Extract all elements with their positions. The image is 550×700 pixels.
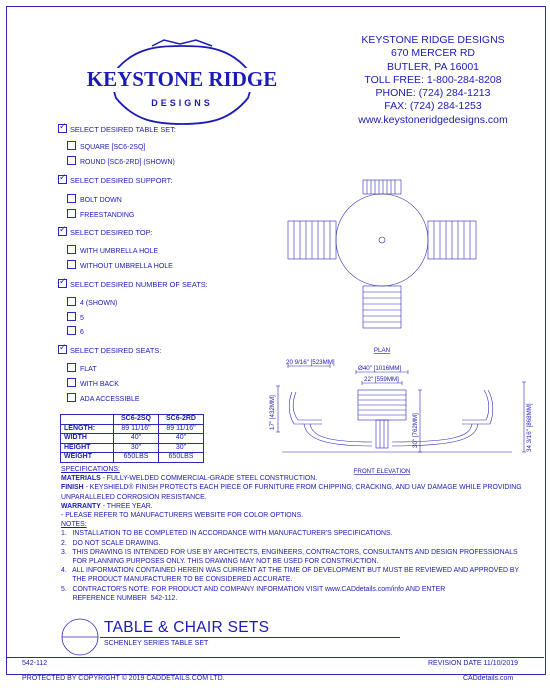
select-seats-heading[interactable]: ✓SELECT DESIRED SEATS:	[58, 345, 161, 355]
table-cell: 650LBS	[159, 453, 204, 463]
option-5-seats[interactable]: 5	[67, 312, 84, 322]
materials-line: MATERIALS - FULLY-WELDED COMMERCIAL-GRADE STEEL CONSTRUCTION.	[61, 475, 318, 483]
option-ada[interactable]: ADA ACCESSIBLE	[67, 393, 140, 403]
elevation-label: FRONT ELEVATION	[353, 468, 411, 475]
revision-date: REVISION DATE 11/10/2019	[428, 660, 519, 667]
option-with-umbrella[interactable]: WITH UMBRELLA HOLE	[67, 245, 158, 255]
dim-back-height: 34 3/16" [868MM]	[526, 403, 533, 452]
company-website[interactable]: www.keystoneridgedesigns.com	[358, 113, 508, 126]
table-header-cell: SC6-2RD	[159, 415, 204, 425]
note-4a: 4. ALL INFORMATION CONTAINED HEREIN WAS CURRENT AT THE TIME OF DEVELOPMENT BUT MUST BE REVIEWED AND APPROVED BY	[61, 567, 520, 575]
caddetails-link[interactable]: CADdetails.com	[463, 675, 514, 682]
checked-box-icon	[58, 227, 67, 236]
option-round[interactable]: ROUND [SC6-2RD] (SHOWN)	[67, 156, 175, 166]
checkbox-icon[interactable]	[67, 141, 76, 150]
checkbox-icon[interactable]	[67, 363, 76, 372]
table-row	[61, 424, 204, 434]
note-1: 1. INSTALLATION TO BE COMPLETED IN ACCORDANCE WITH MANUFACTURER'S SPECIFICATIONS.	[61, 530, 393, 538]
color-line: - PLEASE REFER TO MANUFACTURERS WEBSITE FOR COLOR OPTIONS.	[61, 512, 304, 520]
option-with-back[interactable]: WITH BACK	[67, 378, 119, 388]
table-cell: 30"	[114, 443, 159, 453]
dim-bench-width: 20 9/16" [523MM]	[286, 359, 335, 366]
table-cell: WIDTH	[61, 434, 114, 444]
table-header-row	[61, 415, 204, 425]
company-city: BUTLER, PA 16001	[386, 60, 480, 73]
plan-label: PLAN	[373, 347, 391, 354]
specifications-heading: SPECIFICATIONS:	[61, 466, 120, 473]
left-bench-plan	[288, 221, 336, 259]
reference-number: 542-112	[22, 660, 48, 667]
table-cell: LENGTH:	[61, 424, 114, 434]
plan-view	[288, 180, 476, 328]
select-table-set-heading[interactable]: ✓SELECT DESIRED TABLE SET:	[58, 124, 176, 134]
note-3b: FOR PLANNING PURPOSES ONLY. THIS DRAWING MAY NOT BE USED FOR CONSTRUCTION.	[61, 558, 379, 566]
company-street: 670 MERCER RD	[390, 47, 476, 60]
option-6-seats[interactable]: 6	[67, 326, 84, 336]
right-bench-plan	[428, 221, 476, 259]
bottom-bench-plan	[363, 286, 401, 328]
warranty-line: WARRANTY - THREE YEAR.	[61, 502, 153, 510]
table-cell: 650LBS	[114, 453, 159, 463]
checked-box-icon	[58, 345, 67, 354]
table-header-cell: SC6-2SQ	[114, 415, 159, 425]
notes-heading: NOTES:	[61, 521, 87, 529]
checkbox-icon[interactable]	[67, 326, 76, 335]
company-fax: FAX: (724) 284-1253	[384, 100, 482, 113]
company-toll-free: TOLL FREE: 1-800-284-8208	[364, 73, 502, 86]
checkbox-icon[interactable]	[67, 245, 76, 254]
table-cell: 89 11/16"	[159, 424, 204, 434]
checkbox-icon[interactable]	[67, 393, 76, 402]
dim-table-diameter: Ø40" [1016MM]	[358, 365, 402, 372]
checked-box-icon	[58, 175, 67, 184]
table-row	[61, 434, 204, 444]
checkbox-icon[interactable]	[67, 297, 76, 306]
page-title: TABLE & CHAIR SETS	[104, 619, 270, 636]
dim-top-inner: 22" [559MM]	[364, 376, 399, 383]
finish-line-2: UNPARALLELED CORROSION RESISTANCE.	[61, 493, 207, 501]
logo-sub-text: DESIGNS	[151, 98, 213, 108]
front-elevation-view	[276, 364, 526, 452]
keystone-ridge-logo	[86, 38, 278, 128]
dim-seat-height: 17" [432MM]	[269, 395, 276, 430]
table-drawing	[262, 190, 542, 480]
note-2: 2. DO NOT SCALE DRAWING.	[61, 539, 161, 547]
note-4b: THE PRODUCT MANUFACTURER TO BE CONSIDERED ACCURATE.	[61, 576, 293, 584]
option-bolt-down[interactable]: BOLT DOWN	[67, 194, 122, 204]
option-flat[interactable]: FLAT	[67, 363, 97, 373]
footer-divider	[6, 657, 544, 658]
table-cell: 40"	[114, 434, 159, 444]
checkbox-icon[interactable]	[67, 156, 76, 165]
note-5a: 5. CONTRACTOR'S NOTE: FOR PRODUCT AND COMPANY INFORMATION VISIT www.CADdetails.com/info AND ENTER	[61, 585, 446, 593]
company-address-block	[330, 34, 536, 127]
checkbox-icon[interactable]	[67, 378, 76, 387]
select-support-heading[interactable]: ✓SELECT DESIRED SUPPORT:	[58, 175, 172, 185]
finish-line: FINISH - KEYSHIELD® FINISH PROTECTS EACH PIECE OF FURNITURE FROM CHIPPING, CRACKING, AND UAV DAMAGE WHILE PROVIDING	[61, 484, 522, 492]
table-cell: 40"	[159, 434, 204, 444]
title-divider	[100, 637, 400, 638]
checked-box-icon	[58, 124, 67, 133]
company-name: KEYSTONE RIDGE DESIGNS	[361, 34, 505, 46]
table-cell: HEIGHT	[61, 443, 114, 453]
page-subtitle: SCHENLEY SERIES TABLE SET	[104, 640, 209, 647]
checkbox-icon[interactable]	[67, 209, 76, 218]
note-5b: REFERENCE NUMBER 542-112.	[61, 594, 178, 602]
spec-table	[60, 414, 204, 463]
table-header-cell	[61, 415, 114, 425]
specifications-notes	[61, 465, 539, 603]
table-row	[61, 443, 204, 453]
table-cell: 30"	[159, 443, 204, 453]
option-4-seats[interactable]: 4 (SHOWN)	[67, 297, 117, 307]
table-row	[61, 453, 204, 463]
logo-main-text: KEYSTONE RIDGE	[86, 67, 278, 91]
checkbox-icon[interactable]	[67, 260, 76, 269]
checkbox-icon[interactable]	[67, 312, 76, 321]
dim-table-height: 30" [762MM]	[412, 413, 419, 448]
select-number-seats-heading[interactable]: ✓SELECT DESIRED NUMBER OF SEATS:	[58, 279, 208, 289]
title-circle-icon	[60, 616, 100, 658]
option-freestanding[interactable]: FREESTANDING	[67, 209, 134, 219]
checked-box-icon	[58, 279, 67, 288]
select-top-heading[interactable]: ✓SELECT DESIRED TOP:	[58, 227, 153, 237]
note-3a: 3. THIS DRAWING IS INTENDED FOR USE BY ARCHITECTS, ENGINEERS, CONTRACTORS, CONSULTANTS AND DESIGN PROFESSIONALS	[61, 548, 518, 556]
option-without-umbrella[interactable]: WITHOUT UMBRELLA HOLE	[67, 260, 173, 270]
company-phone: PHONE: (724) 284-1213	[375, 87, 491, 100]
table-cell: WEIGHT	[61, 453, 114, 463]
checkbox-icon[interactable]	[67, 194, 76, 203]
table-cell: 89 11/16"	[114, 424, 159, 434]
copyright-notice: PROTECTED BY COPYRIGHT © 2019 CADDETAILS.COM LTD.	[22, 675, 225, 682]
option-square[interactable]: SQUARE [SC6-2SQ]	[67, 141, 145, 151]
